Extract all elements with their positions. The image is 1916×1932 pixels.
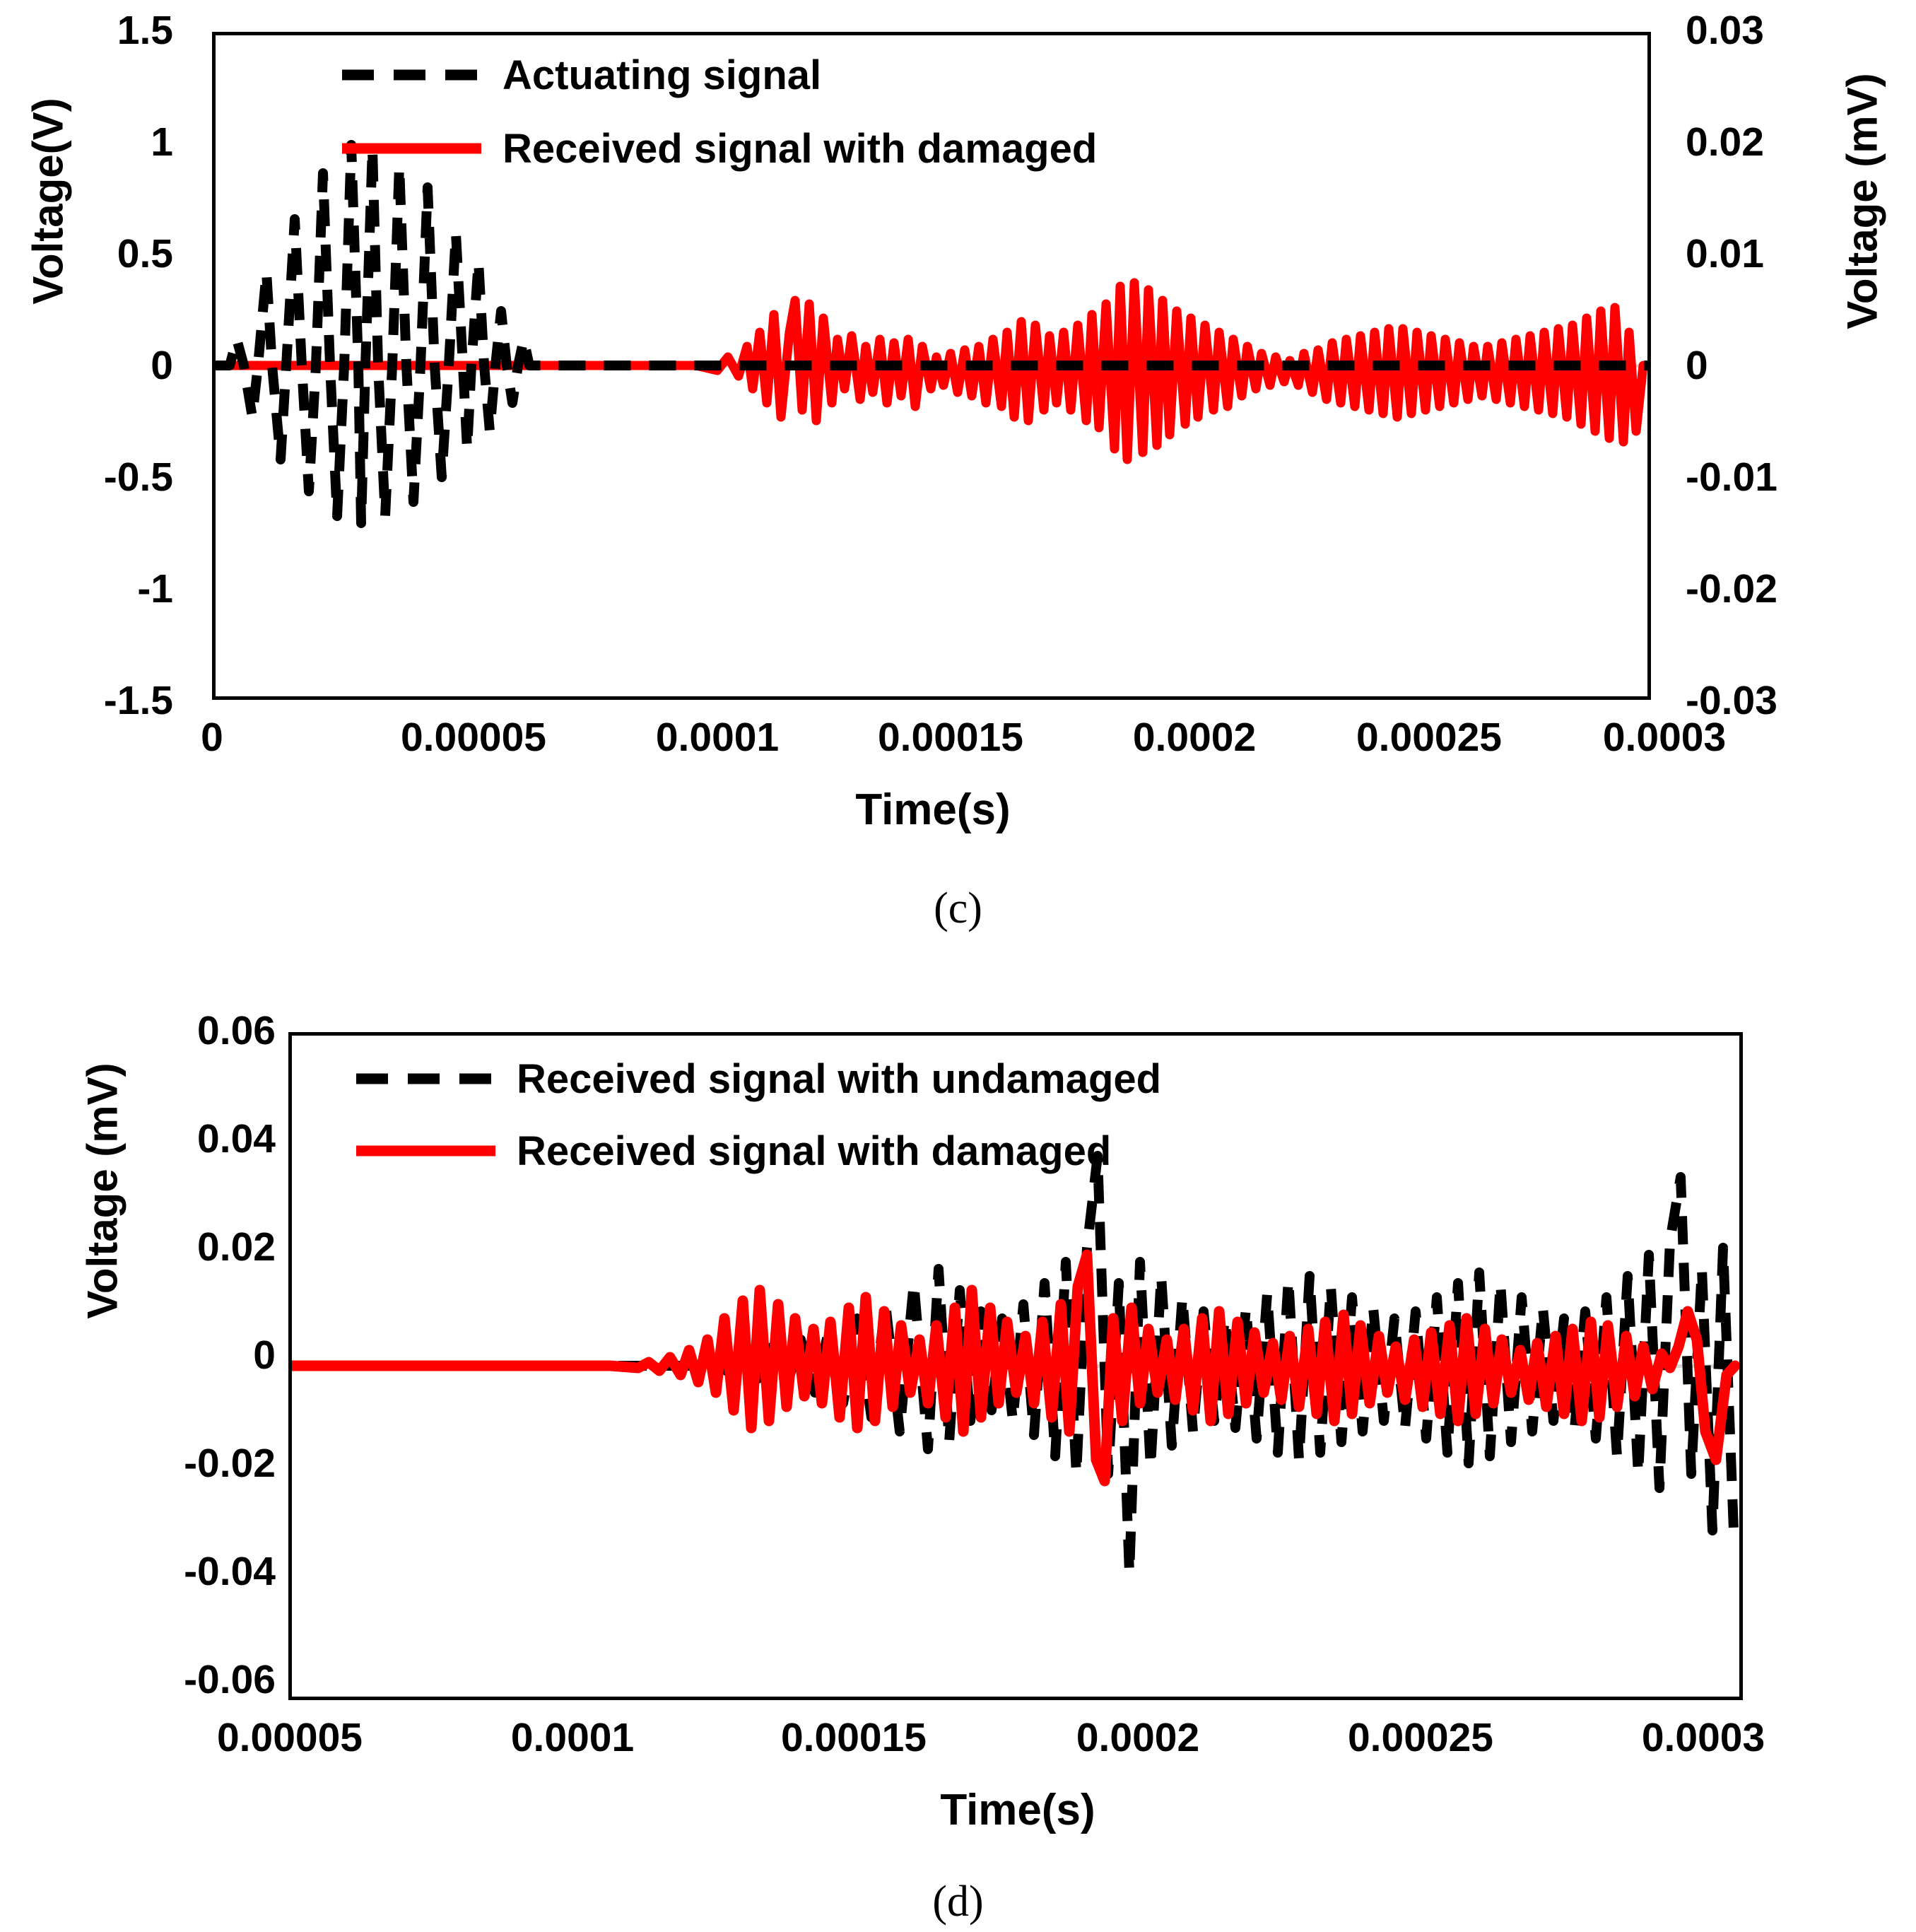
legend-item-actuating bbox=[339, 49, 1097, 100]
legend-item-undamaged bbox=[353, 1053, 1161, 1104]
y-tick-d-5: -0.04 bbox=[184, 1549, 276, 1594]
legend-d bbox=[353, 1053, 1161, 1176]
y-tick-right-6: -0.03 bbox=[1686, 678, 1777, 723]
y-tick-left-3: 0 bbox=[151, 343, 173, 388]
x-tick-c-3: 0.00015 bbox=[877, 715, 1024, 760]
x-tick-d-0: 0.00005 bbox=[216, 1715, 363, 1760]
y-tick-d-1: 0.04 bbox=[197, 1116, 276, 1161]
y-tick-left-2: 0.5 bbox=[117, 231, 173, 276]
y-tick-left-0: 1.5 bbox=[117, 8, 173, 53]
x-tick-c-4: 0.0002 bbox=[1132, 715, 1257, 760]
y-tick-right-0: 0.03 bbox=[1686, 8, 1764, 53]
y-tick-d-0: 0.06 bbox=[197, 1008, 276, 1053]
legend-label-damaged: Received signal with damaged bbox=[502, 125, 1098, 172]
legend-c bbox=[339, 49, 1097, 174]
y-tick-left-1: 1 bbox=[151, 119, 173, 165]
x-axis-title-c: Time(s) bbox=[855, 785, 1011, 834]
y-tick-left-5: -1 bbox=[137, 566, 173, 611]
y-axis-title-right: Voltage (mV) bbox=[1838, 73, 1886, 329]
y-tick-d-6: -0.06 bbox=[184, 1657, 276, 1702]
x-tick-d-3: 0.0002 bbox=[1076, 1715, 1200, 1760]
x-axis-title-d: Time(s) bbox=[940, 1786, 1095, 1834]
y-axis-title-left: Voltage(V) bbox=[24, 98, 72, 305]
y-tick-d-4: -0.02 bbox=[184, 1441, 276, 1486]
x-tick-c-0: 0 bbox=[201, 715, 223, 760]
y-tick-d-3: 0 bbox=[253, 1333, 276, 1378]
y-tick-right-5: -0.02 bbox=[1686, 566, 1777, 611]
panel-label-d: (d) bbox=[932, 1878, 984, 1926]
y-tick-d-2: 0.02 bbox=[197, 1224, 276, 1270]
x-tick-d-4: 0.00025 bbox=[1347, 1715, 1494, 1760]
figure-d bbox=[0, 961, 1916, 1932]
legend-label-damaged: Received signal with damaged bbox=[517, 1128, 1112, 1174]
legend-label-undamaged: Received signal with undamaged bbox=[517, 1055, 1162, 1102]
legend-label-actuating: Actuating signal bbox=[502, 52, 822, 98]
y-axis-title-d: Voltage (mV) bbox=[78, 1062, 127, 1319]
x-tick-c-6: 0.0003 bbox=[1602, 715, 1727, 760]
y-tick-right-2: 0.01 bbox=[1686, 231, 1764, 276]
x-tick-c-2: 0.0001 bbox=[655, 715, 780, 760]
x-tick-c-5: 0.00025 bbox=[1356, 715, 1503, 760]
y-tick-right-4: -0.01 bbox=[1686, 455, 1777, 500]
legend-item-damaged bbox=[353, 1125, 1161, 1176]
panel-label-c: (c) bbox=[934, 884, 982, 932]
y-tick-left-4: -0.5 bbox=[103, 455, 173, 500]
x-tick-d-5: 0.0003 bbox=[1641, 1715, 1765, 1760]
figure-c bbox=[0, 0, 1916, 947]
x-tick-d-2: 0.00015 bbox=[780, 1715, 927, 1760]
legend-item-damaged bbox=[339, 123, 1097, 174]
y-tick-right-3: 0 bbox=[1686, 343, 1708, 388]
y-tick-right-1: 0.02 bbox=[1686, 119, 1764, 165]
y-tick-left-6: -1.5 bbox=[103, 678, 173, 723]
x-tick-c-1: 0.00005 bbox=[400, 715, 547, 760]
x-tick-d-1: 0.0001 bbox=[510, 1715, 635, 1760]
